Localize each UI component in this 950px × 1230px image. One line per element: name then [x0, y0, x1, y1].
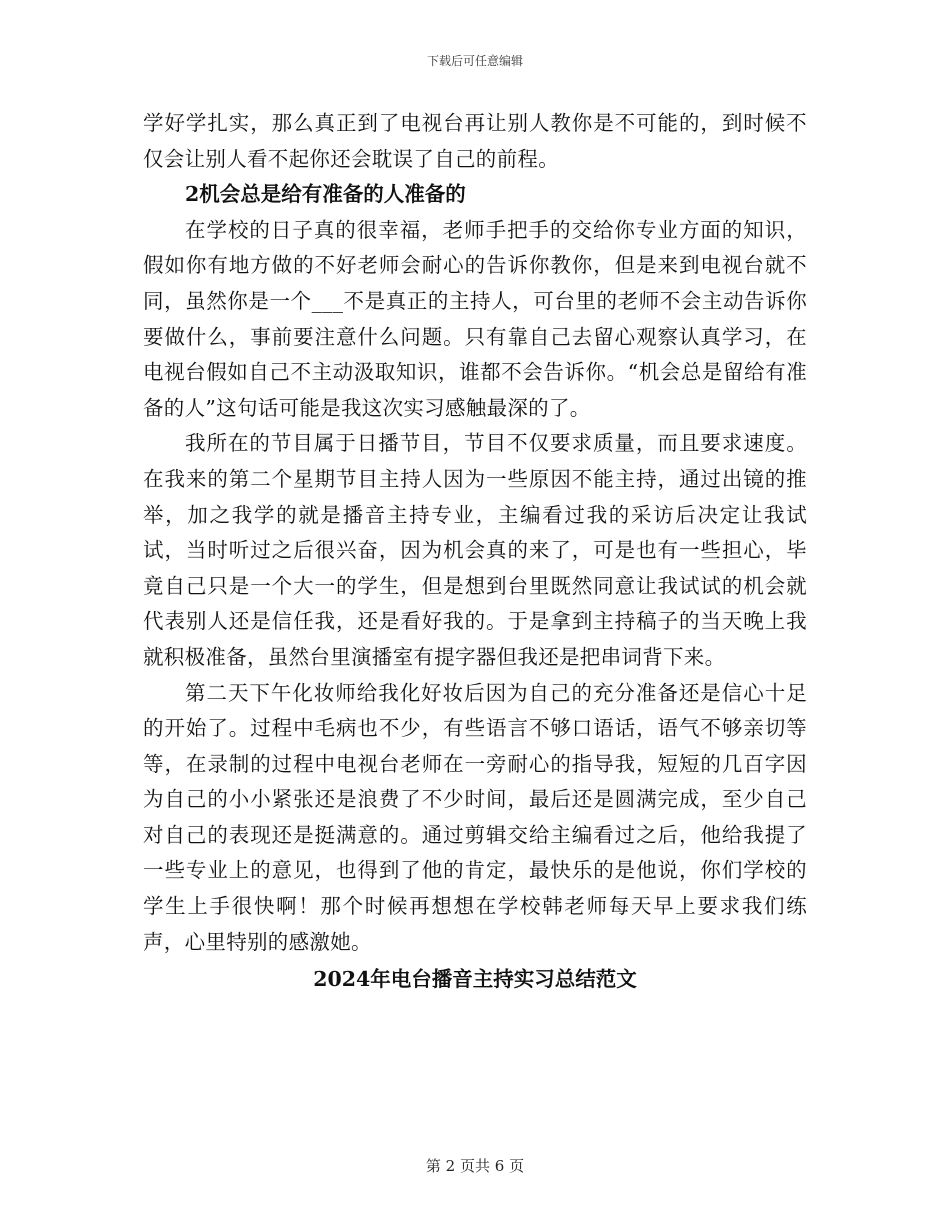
paragraph: 我所在的节目属于日播节目，节目不仅要求质量，而且要求速度。在我来的第二个星期节目主持人因为一些原因不能主持，通过出镜的推举，加之我学的就是播音主持专业，主编看过我的采访后决定让我试试，当时听过之后很兴奋，因为机会真的来了，可是也有一些担心，毕竟自己只是一个大一的学生，但是想到台里既然同意让我试试的机会就代表别人还是信任我，还是看好我的。于是拿到主持稿子的当天晚上我就积极准备，虽然台里演播室有提字器但我还是把串词背下来。	[143, 431, 807, 669]
paragraph: 第二天下午化妆师给我化好妆后因为自己的充分准备还是信心十足的开始了。过程中毛病也不少，有些语言不够口语话，语气不够亲切等等，在录制的过程中电视台老师在一旁耐心的指导我，短短的几百字因为自己的小小紧张还是浪费了不少时间，最后还是圆满完成，至少自己对自己的表现还是挺满意的。通过剪辑交给主编看过之后，他给我提了一些专业上的意见，也得到了他的肯定，最快乐的是他说，你们学校的学生上手很快啊！那个时候再想想在学校韩老师每天早上要求我们练声，心里特别的感激她。	[143, 680, 807, 954]
page-footer: 第 2 页共 6 页	[425, 1157, 525, 1175]
paragraph: 在学校的日子真的很幸福，老师手把手的交给你专业方面的知识，假如你有地方做的不好老师会耐心的告诉你教你，但是来到电视台就不同，虽然你是一个___不是真正的主持人，可台里的老师不会主动告诉你要做什么，事前要注意什么问题。只有靠自己去留心观察认真学习，在电视台假如自己不主动汲取知识，谁都不会告诉你。“机会总是留给有准备的人”这句话可能是我这次实习感触最深的了。	[143, 217, 807, 420]
section-heading: 2机会总是给有准备的人准备的	[185, 182, 466, 207]
page-header: 下载后可任意编辑	[426, 54, 523, 68]
document-title: 2024年电台播音主持实习总结范文	[313, 967, 637, 992]
paragraph-continuation: 学好学扎实，那么真正到了电视台再让别人教你是不可能的，到时候不仅会让别人看不起你还会耽误了自己的前程。	[143, 111, 807, 171]
document-body	[143, 106, 807, 998]
